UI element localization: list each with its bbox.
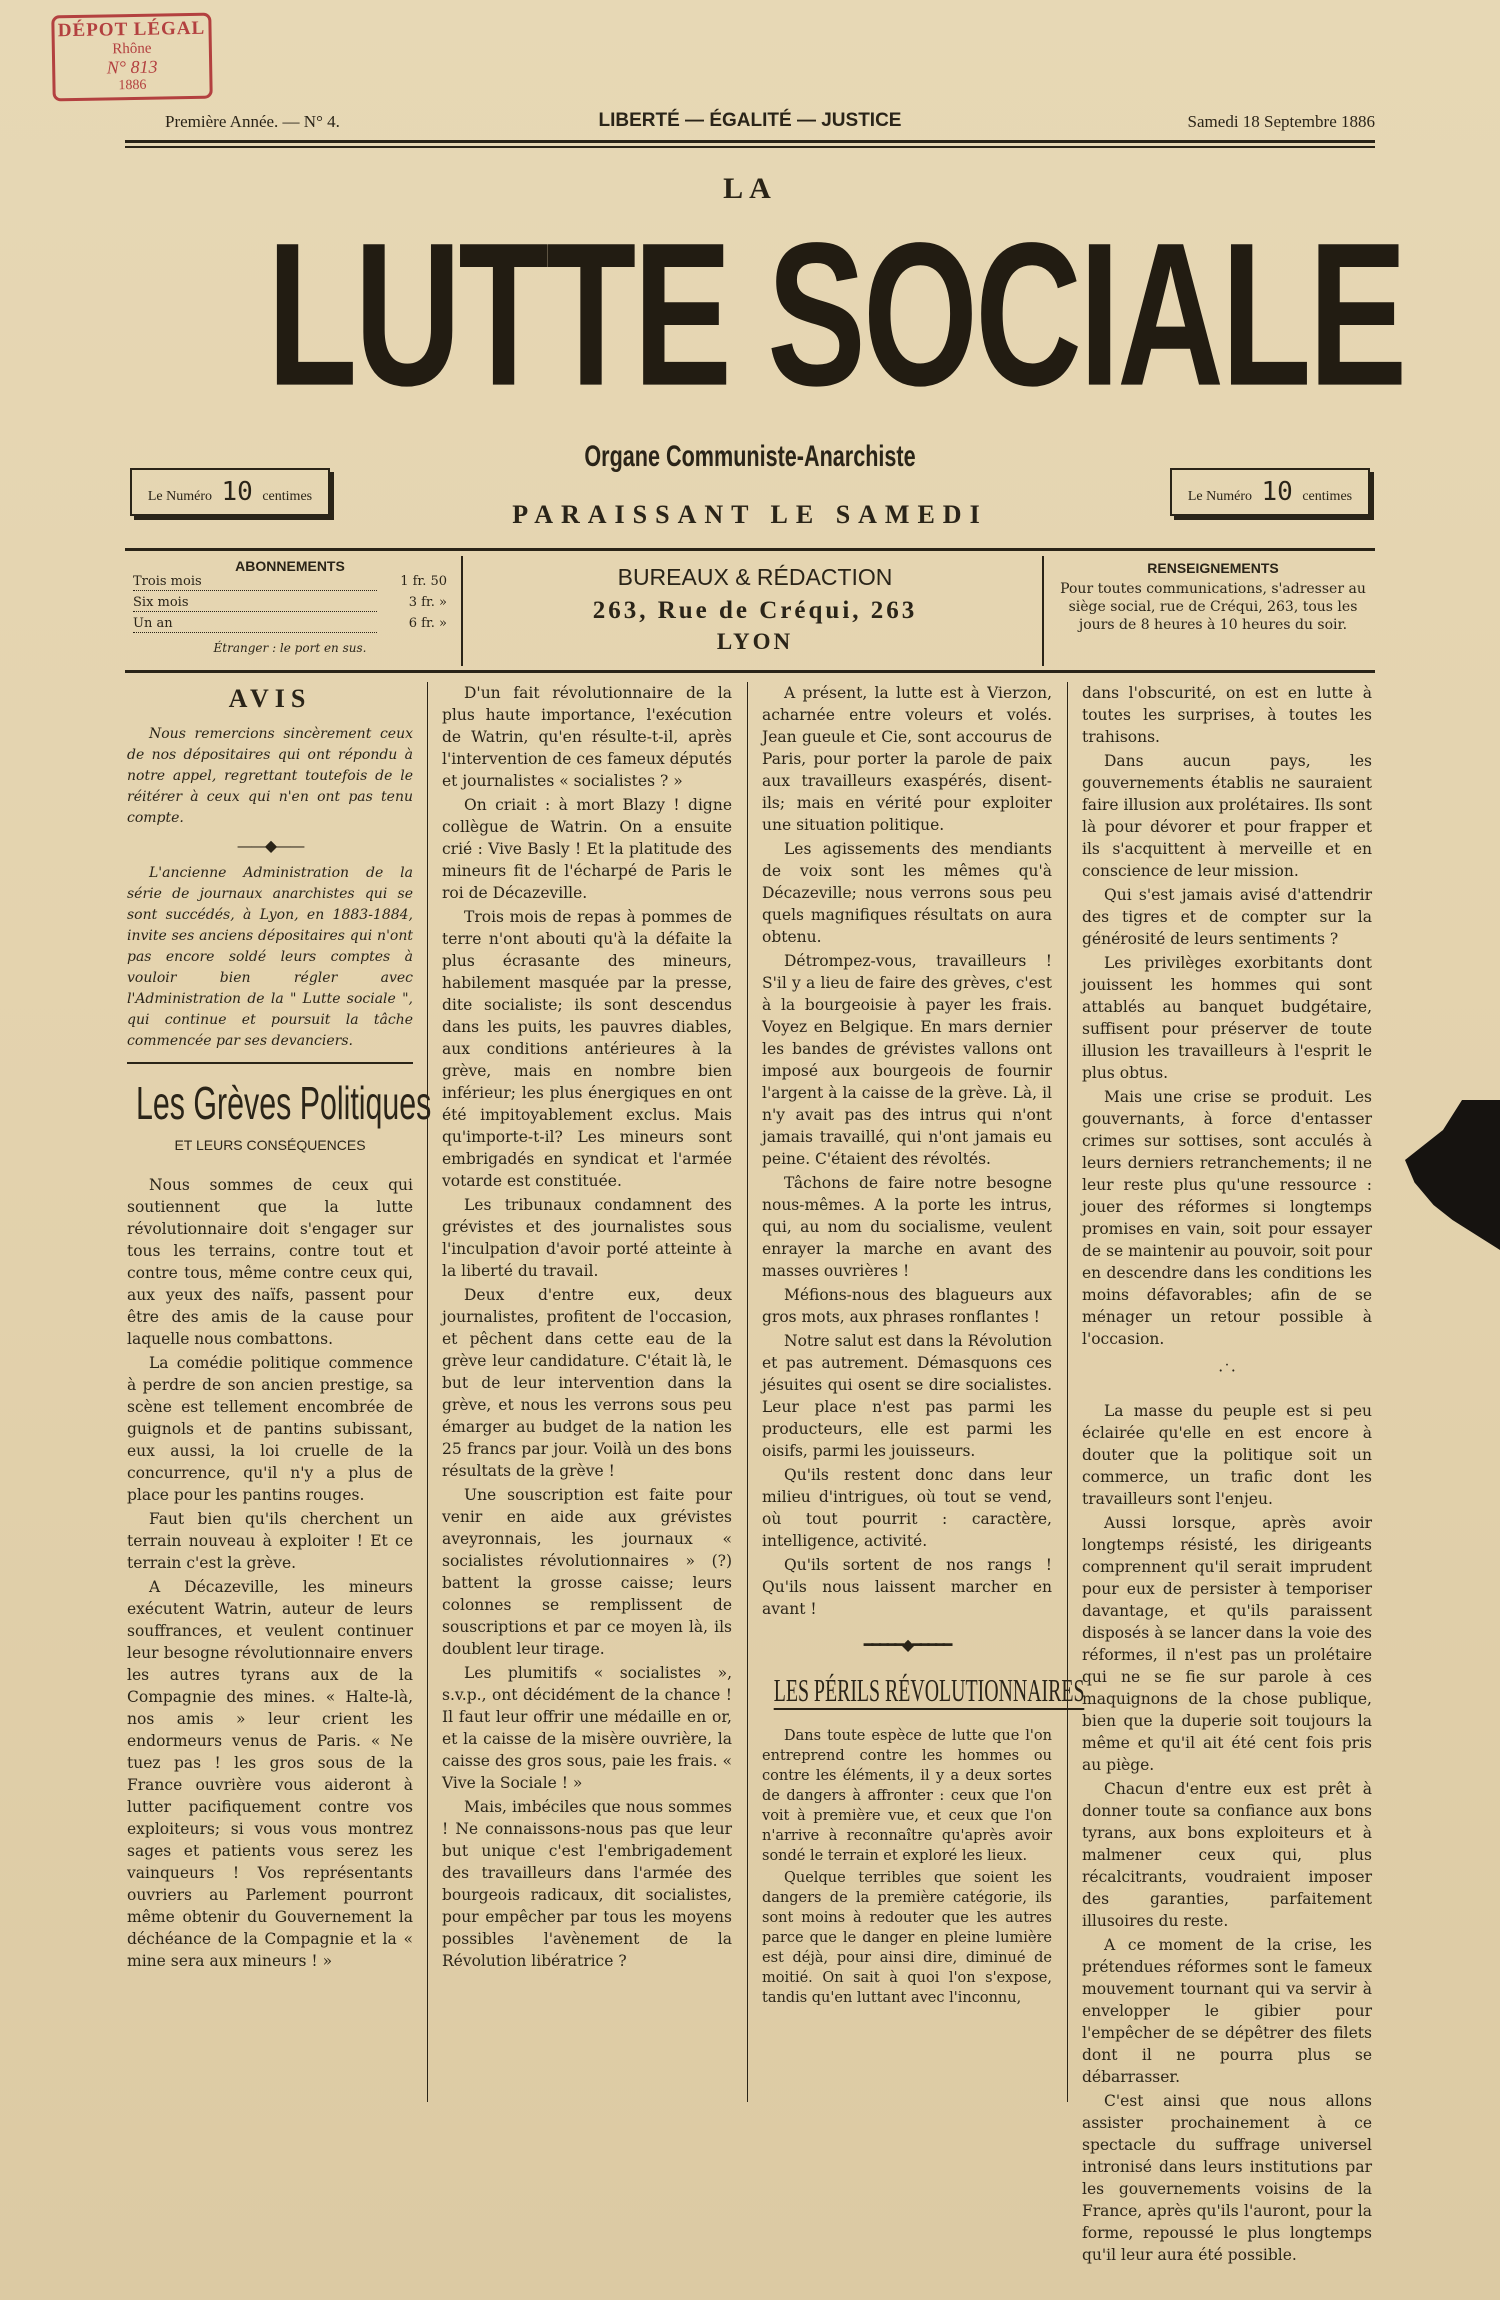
subscription-note: Étranger : le port en sus. — [213, 641, 367, 655]
issue-number: Première Année. — N° 4. — [165, 112, 340, 131]
offices-address: 263, Rue de Créqui, 263 — [592, 597, 918, 624]
column-4 — [1082, 682, 1372, 2264]
publication-frequency: PARAISSANT LE SAMEDI — [512, 500, 988, 529]
stamp-line-3: N° 813 — [106, 56, 158, 78]
motto: LIBERTÉ — ÉGALITÉ — JUSTICE — [598, 110, 902, 131]
information-text: Pour toutes communications, s'adresser au siège social, rue de Créqui, 263, tous les jours de 8 heures à 10 heures du soir. — [1060, 581, 1366, 633]
paragraph: Faut bien qu'ils cherchent un terrain nouveau à exploiter ! Et ce terrain c'est la grève. — [127, 1510, 413, 1572]
price-label: Le Numéro — [147, 489, 213, 504]
article-title — [773, 1670, 1085, 1710]
paragraph: Dans toute espèce de lutte que l'on entreprend contre les hommes ou contre les éléments, il y a deux sortes de dangers à affronter : ceux que l'on voit à première vue, et ceux que l'on n'arrive à reconnaître qu'après avoir sondé le terrain et exploré les lieux. — [762, 1728, 1052, 1864]
paragraph: Nous sommes de ceux qui soutiennent que la lutte révolutionnaire doit s'engager sur tous les terrains, contre tout et contre tous, même contre ceux qui, aux yeux des naïfs, passent pour être des amis de la cause pour laquelle nous combattons. — [127, 1176, 413, 1348]
subscriptions-box — [125, 550, 455, 672]
paragraph: La masse du peuple est si peu éclairée qu'elle en est encore à douter que la politique soit un commerce, un trafic dont les travailleurs sont l'enjeu. — [1082, 1402, 1372, 1508]
paragraph: Détrompez-vous, travailleurs ! S'il y a lieu de faire des grèves, c'est à la bourgeoisie à payer les frais. Voyez en Belgique. En mars dernier les bandes de grévistes vallons ont imposé aux bourgeois de fournir l'argent à la caisse de la grève. Là, il n'y avait pas des intrus qui n'ont jamais travaillé, qui n'ont jamais eu peine. C'étaient des révoltés. — [762, 952, 1052, 1168]
column-divider — [1067, 682, 1068, 2102]
article-columns — [125, 682, 1375, 2264]
section-rule — [127, 1062, 413, 1064]
stamp-line-4: 1886 — [118, 77, 147, 94]
subscription-label: Trois mois — [133, 574, 377, 591]
paragraph: Aussi lorsque, après avoir longtemps résisté, les dirigeants comprennent qu'il serait imprudent pour eux de persister à temporiser davantage, et qu'ils paraissent disposés à se lancer dans la voie des réformes, il n'est pas un prolétaire qui ne se fie sur parole à ces maquignons de la chose publique, bien que la duperie soit toujours la même et qu'il ait été cent fois pris au piège. — [1082, 1514, 1372, 1774]
notice-paragraph: Nous remercions sincèrement ceux de nos dépositaires qui ont répondu à notre appel, regrettant toutefois de le réitérer à ceux qui n'en ont pas tenu compte. — [127, 726, 413, 826]
price-value: 10 — [221, 477, 253, 507]
masthead-subtitle: Organe Communiste-Anarchiste — [584, 440, 916, 473]
price-unit: centimes — [1302, 489, 1353, 504]
top-rule-thin — [125, 146, 1375, 148]
paragraph: Qui s'est jamais avisé d'attendrir des tigres et de compter sur la générosité de leurs sentiments ? — [1082, 886, 1372, 948]
torn-paper-edge — [1405, 1100, 1500, 1250]
issue-line — [125, 108, 1375, 136]
paragraph: Dans aucun pays, les gouvernements établis ne sauraient faire illusion aux prolétaires. Ils sont là pour dévorer et pour frapper et ils s'acquittent à merveille et en conscience de leur mission. — [1082, 752, 1372, 880]
article-title: Les Grèves Politiques — [136, 1077, 432, 1129]
subscription-price: 3 fr. » — [408, 595, 447, 610]
issue-date: Samedi 18 Septembre 1886 — [1187, 112, 1375, 131]
price-value: 10 — [1261, 477, 1293, 507]
information-title: RENSEIGNEMENTS — [1147, 560, 1279, 576]
subscription-row — [133, 595, 447, 616]
information-box — [1051, 550, 1375, 672]
paragraph: C'est ainsi que nous allons assister prochainement à ce spectacle du suffrage universel intronisé dans leurs institutions par les gouvernements voisins de la France, après qu'ils l'auront, pour la forme, repoussé le plus longtemps qu'il leur aura été possible. — [1082, 2092, 1372, 2264]
paragraph: Mais une crise se produit. Les gouvernants, à force d'entasser crimes sur sottises, sont acculés à leurs derniers retranchements; il ne leur reste plus qu'une ressource : jouer des réformes si longtemps promises en vain, soit pour essayer de se maintenir au pouvoir, soit pour en descendre dans les conditions les moins défavorables; afin de se ménager un retour possible à l'occasion. — [1082, 1088, 1372, 1348]
column-2 — [442, 682, 732, 2102]
paragraph: On criait : à mort Blazy ! digne collègue de Watrin. On a ensuite crié : Vive Basly ! Et la platitude des mineurs fit de l'écharpé de Paris le roi de Décazeville. — [442, 796, 732, 902]
paragraph: Les tribunaux condamnent des grévistes et des journalistes sous l'inculpation d'avoir porté atteinte à la liberté du travail. — [442, 1196, 732, 1280]
paragraph: Qu'ils sortent de nos rangs ! Qu'ils nous laissent marcher en avant ! — [762, 1556, 1052, 1618]
paragraph: dans l'obscurité, on est en lutte à toutes les surprises, à toutes les trahisons. — [1082, 684, 1372, 746]
paragraph: La comédie politique commence à perdre de son ancien prestige, sa scène est tellement encombrée de guignols et de pantins subissant, eux aussi, la loi cruelle de la concurrence, qu'il n'y a plus de place pour les pantins rouges. — [127, 1354, 413, 1504]
article-title-text: LES PÉRILS RÉVOLUTIONNAIRES — [773, 1672, 1085, 1708]
info-separator — [1042, 556, 1044, 666]
subscription-price: 6 fr. » — [408, 616, 447, 631]
paragraph: Qu'ils restent donc dans leur milieu d'intrigues, où tout se vend, où tout pourrit : caractère, intelligence, activité. — [762, 1466, 1052, 1550]
article-subtitle: ET LEURS CONSÉQUENCES — [174, 1137, 366, 1153]
column-1 — [127, 682, 432, 2102]
offices-title: BUREAUX & RÉDACTION — [617, 564, 893, 590]
column-3 — [762, 682, 1085, 2102]
subscription-row — [133, 574, 447, 595]
paragraph: A ce moment de la crise, les prétendues réformes sont le fameux mouvement tournant qui va servir à envelopper le gibier pour l'empêcher de se dépêtrer des filets dont il ne pourra plus se débarrasser. — [1082, 1936, 1372, 2086]
info-rule-bottom — [125, 670, 1375, 673]
paragraph: A Décazeville, les mineurs exécutent Watrin, auteur de leurs souffrances, et veulent continuer leur besogne révolutionnaire envers les autres tyrans aux de la Compagnie des mines. « Halte-là, nos amis » leur crient les endormeurs venus de Paris. « Ne tuez pas ! les gros sous de la France ouvrière vous aideront à lutter pacifiquement contre vos exploiteurs; si vous vous montrez sages et patients vous serez les vainqueurs ! Vos représentants ouvriers au Parlement pourront même obtenir du Gouvernement la déchéance de la Compagnie et la « mine sera aux mineurs ! » — [127, 1578, 413, 1970]
column-divider — [747, 682, 748, 2102]
paragraph: Les plumitifs « socialistes », s.v.p., ont décidément de la chance ! Il faut leur offrir une médaille en or, et la caisse de la misère ouvrière, la caisse des gros sous, paie les frais. « Vive la Sociale ! » — [442, 1664, 732, 1792]
paragraph: Une souscription est faite pour venir en aide aux grévistes aveyronnais, les journaux « socialistes révolutionnaires » (?) battent la grosse caisse; leurs colonnes se remplissent de souscriptions et par ce moyen là, ils doublent leur tirage. — [442, 1486, 732, 1658]
subscription-price: 1 fr. 50 — [400, 574, 447, 589]
top-rule — [125, 140, 1375, 143]
paragraph: Les agissements des mendiants de voix sont les mêmes qu'à Décazeville; nous verrons sous peu quels magnifiques résultats on aura obtenu. — [762, 840, 1052, 946]
paragraph: Méfions-nous des blagueurs aux gros mots, aux phrases ronflantes ! — [762, 1286, 1052, 1326]
subscriptions-title: ABONNEMENTS — [235, 558, 345, 574]
masthead-title: LUTTE SOCIALE — [267, 201, 1405, 429]
offices-city: LYON — [716, 629, 794, 654]
paragraph: Les privilèges exorbitants dont jouissent les hommes qui sont attablés au banquet budgétaire, suffisent pour préserver de toute illusion les travailleurs à l'esprit le plus obtus. — [1082, 954, 1372, 1082]
paragraph: Notre salut est dans la Révolution et pas autrement. Démasquons ces jésuites qui osent se dire socialistes. Leur place n'est pas parmi les producteurs, elle est parmi les oisifs, parmi les jouisseurs. — [762, 1332, 1052, 1460]
column-divider — [427, 682, 428, 2102]
price-label: Le Numéro — [1187, 489, 1253, 504]
legal-deposit-stamp — [51, 13, 212, 102]
stamp-line-2: Rhône — [112, 40, 152, 58]
info-bar — [125, 550, 1375, 672]
paragraph: Mais, imbéciles que nous sommes ! Ne connaissons-nous pas que leur but unique c'est l'embrigadement des travailleurs dans l'armée des bourgeois radicaux, dit socialistes, pour empêcher par tous les moyens possibles l'avènement de la Révolution libératrice ? — [442, 1798, 732, 1970]
offices-box — [465, 550, 1045, 672]
paragraph: Tâchons de faire notre besogne nous-mêmes. A la porte les intrus, qui, au nom du socialisme, veulent enrayer la marche en avant des masses ouvrières ! — [762, 1174, 1052, 1280]
notice-title: AVIS — [228, 684, 312, 713]
paragraph: Trois mois de repas à pommes de terre n'ont abouti qu'à la défaite la plus écrasante des mineurs, habilement masquée par la presse, dite socialiste; ils sont descendus dans les puits, les pauvres diables, aux conditions antérieures à la grève, mais en nombre bien inférieur; les plus énergiques en ont été impitoyablement exclus. Mais qu'importe-t-il? Les mineurs sont embrigadés en syndicat et l'armée votarde est constituée. — [442, 908, 732, 1190]
info-separator — [461, 556, 463, 666]
masthead-article: LA — [723, 172, 777, 205]
paragraph: Deux d'entre eux, deux journalistes, profitent de l'occasion, et pêchent dans cette eau de la grève leur candidature. C'était là, le but de leur intervention dans la grève, et nous les verrons sous peu émarger au budget de la nation les 25 francs par jour. Voilà un des bons résultats de la grève ! — [442, 1286, 732, 1480]
paragraph: Quelque terribles que soient les dangers de la première catégorie, ils sont moins à redouter que les autres parce que le danger en pleine lumière est déjà, pour ainsi dire, diminué de moitié. On sait à quoi l'on s'expose, tandis qu'en luttant avec l'inconnu, — [762, 1870, 1052, 2006]
subscription-label: Six mois — [133, 595, 377, 612]
ornament-divider: ━━━━━◆━━━━━ — [863, 1635, 951, 1654]
notice-paragraph: L'ancienne Administration de la série de journaux anarchistes qui se sont succédés, à Lyon, en 1883-1884, invite ses anciens dépositaires qui n'ont pas encore soldé leurs comptes à vouloir bien régler avec l'Administration de la " Lutte sociale ", qui continue et poursuit la tâche commencée par ses devanciers. — [127, 865, 413, 1049]
paragraph: A présent, la lutte est à Vierzon, acharnée entre voleurs et volés. Jean gueule et Cie, sont accourus de Paris, pour porter la parole de paix aux travailleurs exaspérés, disent-ils; mais en vérité pour exploiter une situation politique. — [762, 684, 1052, 834]
subscription-label: Un an — [133, 616, 377, 633]
ornament-divider: ——◆—— — [236, 836, 304, 855]
stamp-line-1: DÉPOT LÉGAL — [57, 17, 206, 42]
asterism-divider: ·˙· — [1218, 1362, 1236, 1380]
price-unit: centimes — [262, 489, 313, 504]
paragraph: D'un fait révolutionnaire de la plus haute importance, l'exécution de Watrin, qu'en résulte-t-il, après l'intervention de ces fameux députés et journalistes « socialistes ? » — [442, 684, 732, 790]
subscription-row — [133, 616, 447, 637]
paragraph: Chacun d'entre eux est prêt à donner toute sa confiance aux bons tyrans, aux bons exploiteurs et à malmener ceux qui, plus récalcitrants, voudraient imposer des garanties, parfaitement illusoires du reste. — [1082, 1780, 1372, 1930]
